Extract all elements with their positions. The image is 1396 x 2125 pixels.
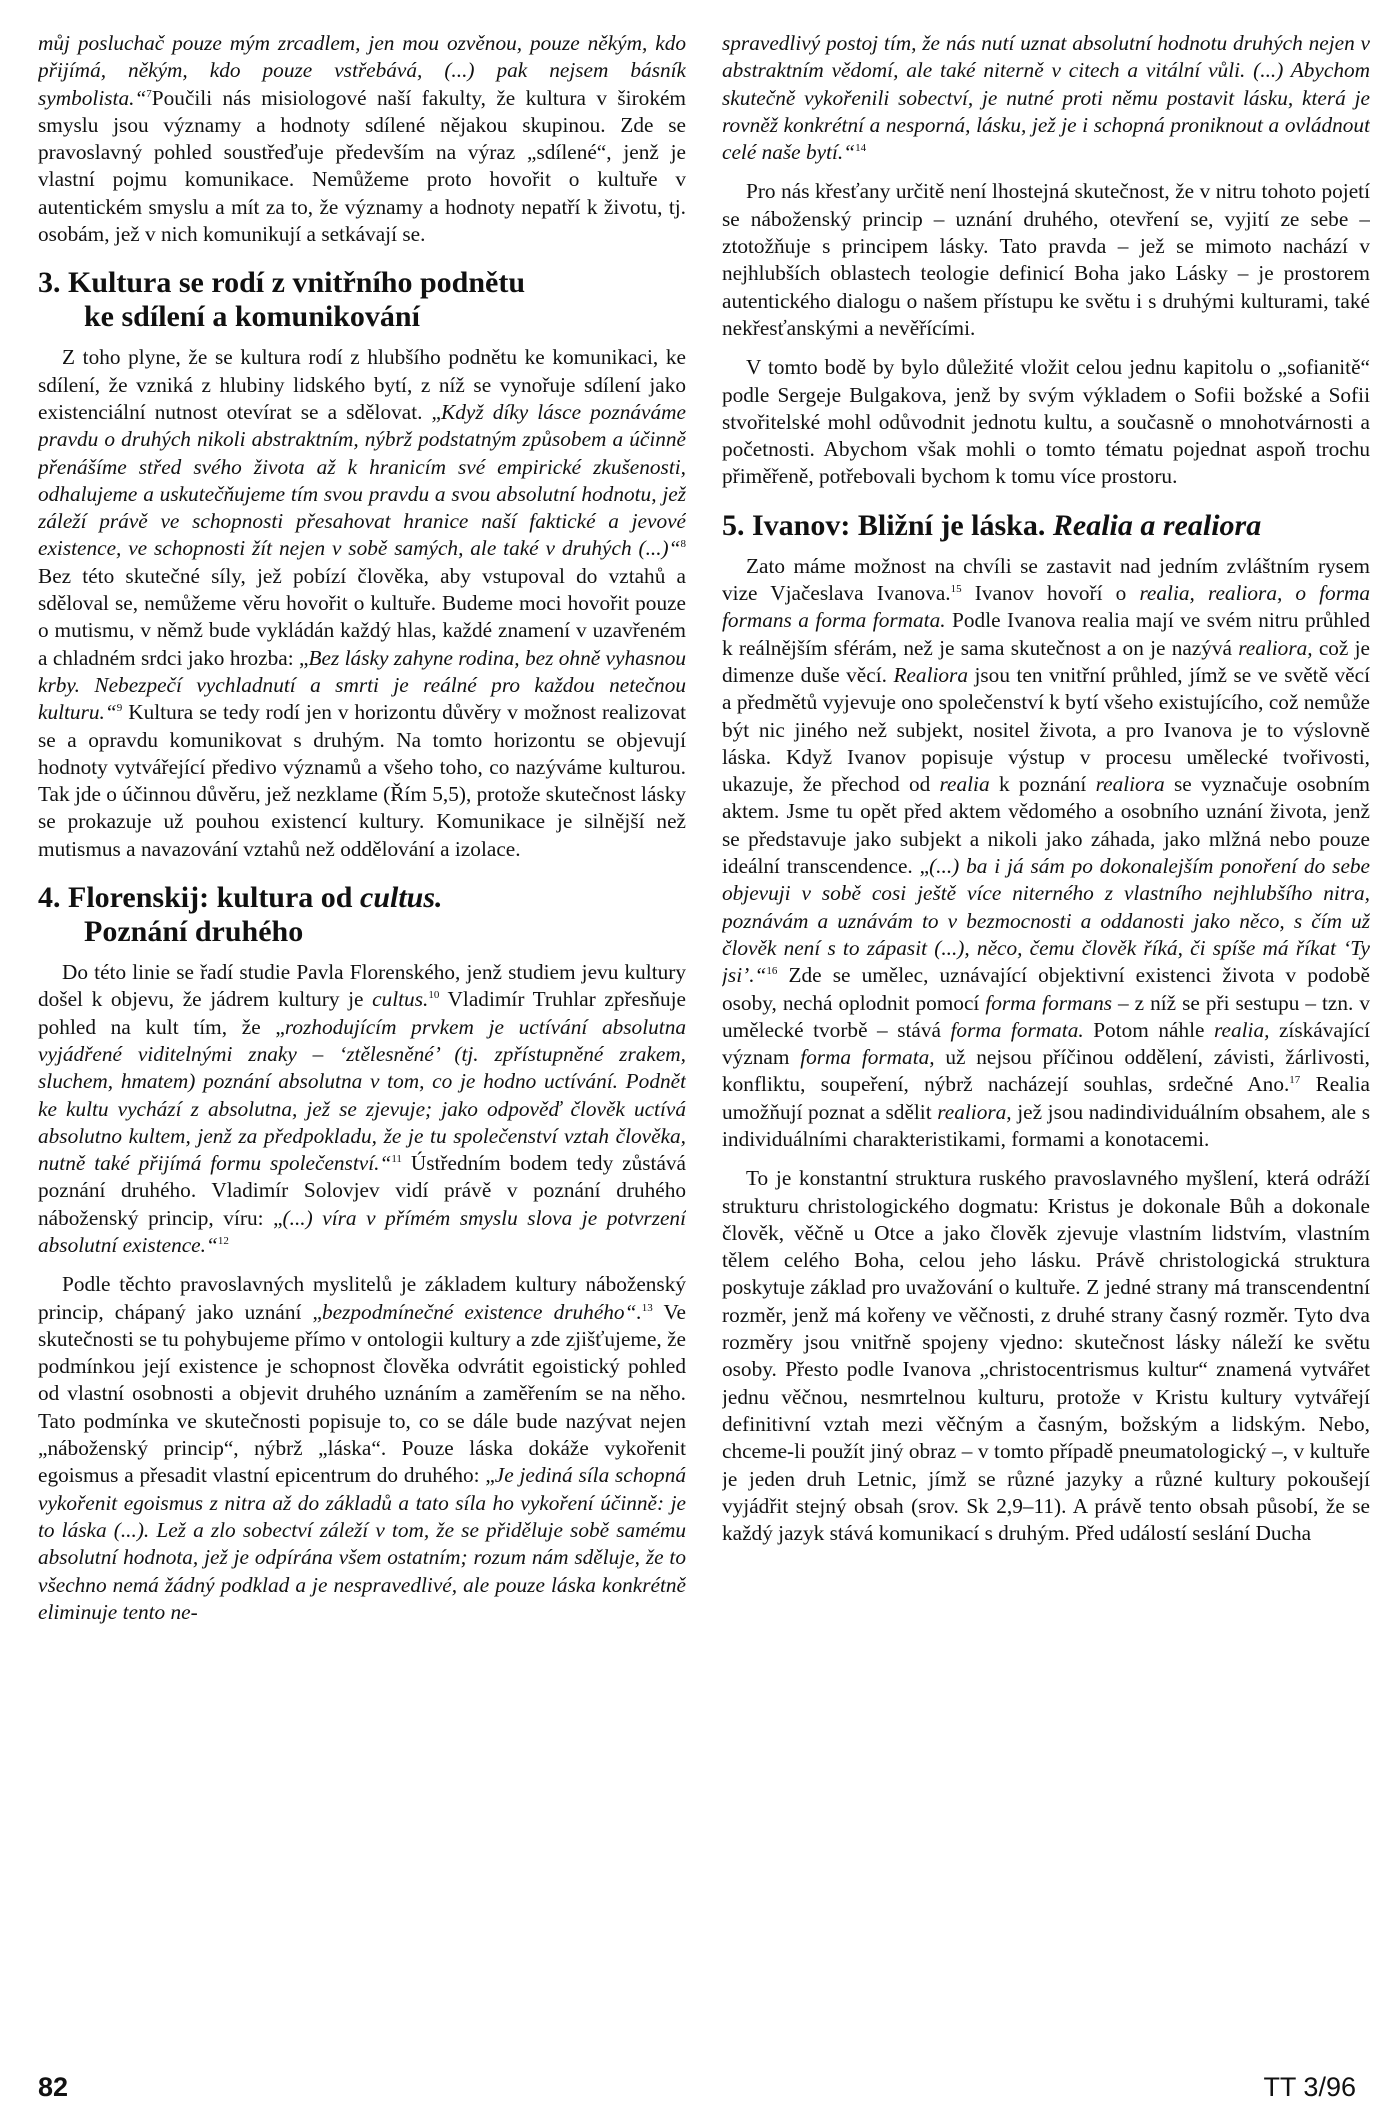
heading-line: 4. Florenskij: kultura od: [38, 881, 360, 915]
quote-text: (...) ba i já sám po dokonalejším ponoření do sebe objevuji v sobě cosi ještě více niterného z vlastního nejhlubšího nitra, poznávám a uznávám to v bezmocnosti a oddanosti jako něco, s čím už člověk není s to zápasit (...), něco, čemu člověk říká, či spíše má říkat ‘Ty jsi’.: [722, 854, 1370, 988]
body-text: Ve skutečnosti se tu pohybujeme přímo v ontologii kultury a zde zjišťujeme, že podmínkou její existence je schopnost člověka odvrátit egoistický pohled od vlastní osobnosti a objevit druhého uznáním a zaměřením se na něho. Tato podmínka ve skutečnosti popisuje to, co se dále bude nazývat nejen „náboženský princip“, nýbrž „láska“. Pouze láska dokáže vykořenit egoismus a přesadit vlastní epicentrum do druhého: „: [38, 1299, 686, 1488]
paragraph: [38, 959, 686, 1259]
body-text: Podle Ivanova realia mají ve svém nitru průhled k reálnějším sférám, než je sama skutečnost a on je nazývá: [722, 608, 1370, 660]
paragraph: To je konstantní struktura ruského pravoslavného myšlení, která odráží strukturu christologického dogmatu: Kristus je dokonale Bůh a dokonale člověk, věčně u Otce a jako člověk zjevuje vlastním lidstvím, vlastním tělem celého Boha, celou jeho lásku. Právě christologická struktura poskytuje základ pro uvažování o kultuře. Z jedné strany má transcendentní rozměr, jenž má kořeny ve věčnosti, z druhé strany časný rozměr. Tyto dva rozměry jsou vnitřně spojeny vjedno: skutečnost lásky náleží ke světu osoby. Přesto podle Ivanova „christocentrismus kultur“ znamená vytvářet jednu věčnou, nesmrtelnou kulturu, protože v Kristu kultury vytvářejí definitivní vztah mezi věčným a časným, božským a lidským. Nebo, chceme-li použít jiný obraz – v tomto případě pneumatologický –, v kultuře je jeden druh Letnic, jímž se různé jazyky a různé kultury pokoušejí vyjádřit stejný obsah (srov. Sk 2,9–11). A právě tento obsah působí, že se každý jazyk stává komunikací s druhým. Před událostí seslání Ducha: [722, 1166, 1370, 1546]
heading-line: Poznání druhého: [84, 915, 304, 949]
paragraph-continuation: [38, 30, 686, 248]
quote-close: “: [843, 140, 856, 165]
body-text: což je dimenze duše věcí.: [722, 635, 1370, 687]
quote-text: Bez lásky zahyne rodina, bez ohně vyhasnou krby. Nebezpečí vychladnutí a smrti je reálné pro každou netečnou kulturu.: [38, 645, 686, 725]
paragraph: Pro nás křesťany určitě není lhostejná skutečnost, že v nitru tohoto pojetí se náboženský princip – uznání druhého, otevření se, vyjití ze sebe – ztotožňuje s principem lásky. Tato pravda – jež se mimoto nachází v nejhlubších oblastech teologie definicí Boha jako Lásky – je prostorem autentického dialogu o našem přístupu ke světu i s druhými kulturami, také nekřesťanskými a nevěřícími.: [722, 179, 1370, 340]
italic-term: realiora,: [937, 1099, 1012, 1124]
body-text: jež jsou nadindividuálním obsahem, ale s individuálními charakteristikami, formami a konotacemi.: [722, 1099, 1370, 1151]
quote-text: Když díky lásce poznáváme pravdu o druhých nikoli abstraktním, nýbrž podstatným způsobem a účinně přenášíme střed svého života až k hranicím své empirické zkušenosti, odhalujeme a uskutečňujeme tím svou pravdu a svou absolutní hodnotu, jež záleží právě ve schopnosti přesahovat hranice naší faktické a jevové existence, ve schopnosti žít nejen v sobě samých, ale také v druhých (...): [38, 399, 686, 561]
quote-text: spravedlivý postoj tím, že nás nutí uznat absolutní hodnotu druhých nejen v abstraktním vědomí, ale také niterně v citech a vitální vůli. (...) Abychom skutečně vykořenili sobectví, je nutné proti němu postavit lásku, která je rovněž konkrétní a nesporná, lásku, jež je i schopná proniknout a ovládnout celé naše bytí.: [722, 31, 1370, 165]
quote-close: “: [668, 536, 681, 561]
paragraph: [722, 553, 1370, 1154]
footnote-ref: 8: [680, 538, 686, 551]
quote-close: “: [104, 700, 117, 725]
quote-text: (...) víra v přímém smyslu slova je potvrzení absolutní existence.: [38, 1205, 686, 1257]
footnote-ref: 11: [391, 1153, 402, 1165]
body-text: k poznání: [989, 772, 1096, 797]
body-text: získávající význam: [722, 1017, 1370, 1070]
heading-line: 5. Ivanov: Bližní je láska.: [722, 508, 1053, 542]
right-column: [722, 30, 1370, 1990]
heading-italic: Realia a realiora: [1052, 508, 1262, 542]
italic-term: realia: [939, 772, 990, 797]
footnote-ref: 12: [217, 1234, 229, 1247]
body-text: Kultura se tedy rodí jen v horizontu důvěry v možnost realizovat se a opravdu komunikovat s druhým. Na tomto horizontu se objevují hodnoty vytvářející předivo významů a všeho toho, co nazýváme kulturou. Tak jde o účinnou důvěru, jež nezklame (Řím 5,5), protože skutečnost lásky se prokazuje už pouhou existencí kultury. Komunikace je silnější než mutismus a navazování vztahů než oddělování a izolace.: [38, 700, 686, 861]
paragraph: V tomto bodě by bylo důležité vložit celou jednu kapitolu o „sofianitě“ podle Sergeje Bulgakova, jenž by svým výkladem o Sofii božské a Sofii stvořitelské mohl odůvodnit jednotu kultu, a současně o mnohotvárnosti a početnosti. Abychom však mohli o tomto tématu pojednat aspoň trochu přiměřeně, potřebovali bychom k tomu více prostoru.: [722, 355, 1370, 489]
paragraph: [38, 344, 686, 863]
footnote-ref: 15: [950, 582, 962, 595]
quote-text: bezpodmínečné existence druhého: [322, 1299, 625, 1324]
quote-text: Je jediná síla schopná vykořenit egoismus z nitra až do základů a tato síla ho vykoření účinně: je to láska (...). Lež a zlo sobectví záleží v tom, že se přiděluje sobě samému absolutní hodnota, jež je odpírána všem ostatním; rozum nám sděluje, že to všechno nemá žádný podklad a je nespravedlivé, ale pouze láska konkrétně eliminuje tento ne-: [38, 1463, 686, 1624]
quote-close: “.: [624, 1299, 642, 1324]
paragraph-continuation: [722, 30, 1370, 166]
section-heading-5: [722, 509, 1370, 543]
italic-term: realia,: [1214, 1017, 1270, 1042]
italic-term: realia, realiora, o forma formans a forma formata.: [722, 581, 1370, 633]
italic-term: realiora: [1095, 772, 1165, 797]
body-text: Ivanov hovoří o: [961, 581, 1140, 606]
body-text: – z níž se při sestupu – tzn. v umělecké tvorbě – stává: [722, 990, 1370, 1042]
body-text: Vladimír Truhlar zpřesňuje pohled na kult tím, že „: [38, 987, 686, 1039]
footnote-ref: 14: [855, 142, 867, 155]
quote-close: “: [754, 963, 767, 988]
quote-text: můj posluchač pouze mým zrcadlem, jen mou ozvěnou, pouze někým, kdo přijímá, někým, kdo pouze vstřebává, (...) pak nejsem básník symbolista.: [38, 31, 686, 110]
body-text: Ústředním bodem tedy zůstává poznání druhého. Vladimír Solovjev vidí právě v poznání druhého náboženský princip, víru: „: [38, 1151, 686, 1230]
section-heading-4: [38, 881, 686, 949]
body-text: Bez této skutečné síly, jež pobízí člověka, aby vstupoval do vztahů a sděloval se, nemůžeme věru hovořit o kultuře. Budeme moci hovořit pouze o mutismu, v němž bude vykládán každý hlas, každé znamení v uzavřeném a chladném srdci jako hrozba: „: [38, 563, 686, 670]
quote-close: “: [379, 1151, 392, 1176]
italic-term: realiora,: [1238, 635, 1313, 660]
footnote-ref: 16: [766, 965, 778, 978]
heading-line: ke sdílení a komunikování: [84, 300, 420, 334]
italic-term: cultus.: [372, 987, 429, 1012]
italic-term: forma formans: [985, 990, 1113, 1015]
footnote-ref: 10: [428, 989, 440, 1002]
heading-line: 3. Kultura se rodí z vnitřního podnětu: [38, 266, 526, 300]
body-text: Realia umožňují poznat a sdělit: [722, 1072, 1370, 1124]
issue-label: TT 3/96: [1263, 2072, 1356, 2102]
body-text: Z toho plyne, že se kultura rodí z hlubšího podnětu ke komunikaci, ke sdílení, že vzniká z hlubiny lidského bytí, z níž se vynořuje sdílení jako existenciální nutnost otevírat se a sdělovat. „: [38, 345, 686, 424]
body-text: Do této linie se řadí studie Pavla Florenského, jenž studiem jevu kultury došel k objevu, že jádrem kultury je: [38, 960, 686, 1012]
body-text: Zato máme možnost na chvíli se zastavit nad jedním zvláštním rysem vize Vjačeslava Ivanova.: [722, 553, 1370, 606]
body-text: už nejsou příčinou oddělení, závisti, žárlivosti, konfliktu, soupeření, nýbrž nacházejí souhlas, srdečné Ano.: [722, 1045, 1370, 1097]
body-text: Podle těchto pravoslavných myslitelů je základem kultury náboženský princip, chápaný jako uznání „: [38, 1272, 686, 1324]
section-heading-3: [38, 266, 686, 334]
heading-italic: cultus.: [360, 881, 443, 915]
body-text: Poučili nás misiologové naší fakulty, že kultura v širokém smyslu jsou významy a hodnoty sdílené nějakou skupinou. Zde se pravoslavný pohled soustřeďuje především na výraz „sdílené“, jenž je vlastní pojmu komunikace. Nemůžeme proto hovořit o kultuře v autentickém smyslu a mít za to, že významy a hodnoty nepatří k životu, tj. osobám, jež v nich komunikují a setkávají se.: [38, 85, 686, 247]
italic-term: forma formata,: [800, 1045, 935, 1070]
italic-term: Realiora: [893, 662, 968, 687]
italic-term: forma formata.: [950, 1017, 1084, 1042]
body-text: Zde se umělec, uznávající objektivní existenci života v podobě osoby, nechá oplodnit pomocí: [722, 963, 1370, 1015]
footnote-ref: 9: [116, 702, 123, 715]
footnote-ref: 7: [146, 87, 152, 100]
quote-close: “: [134, 85, 147, 110]
quote-close: “: [205, 1232, 218, 1257]
body-text: Potom náhle: [1083, 1017, 1215, 1042]
paragraph: [38, 1271, 686, 1626]
body-text: jsou ten vnitřní průhled, jímž se ve světě věcí a předmětů vyjevuje ono společenství k bytí všeho existujícího, což nemůže být nic jiného než subjekt, nositel života, a pro Ivanova je to výslovně láska. Když Ivanov popisuje výstup v procesu umělecké tvořivosti, ukazuje, že přechod od: [722, 662, 1370, 797]
footnote-ref: 17: [1289, 1074, 1301, 1087]
body-text: se vyznačuje osobním aktem. Jsme tu opět před aktem vědomého a osobního uznání života, jenž se představuje jako subjekt a nikoli jako záhada, jako mlžná nebo pouze ideální transcendence. „: [722, 772, 1370, 879]
quote-text: rozhodujícím prvkem je uctívání absolutna vyjádřené viditelnými znaky – ‘ztělesněné’ (tj. zpřístupněné zrakem, sluchem, hmatem) poznání absolutna v tom, co je hodno uctívání. Podnět ke kultu vychází z absolutna, jež se zjevuje; jako odpověď člověk uctívá absolutno kultem, jenž za předpokladu, že je tu společenství vztah člověka, nutně také přijímá formu společenství.: [38, 1014, 686, 1176]
left-column: [38, 30, 686, 1990]
page-number: 82: [38, 2072, 69, 2102]
footnote-ref: 13: [641, 1301, 653, 1314]
